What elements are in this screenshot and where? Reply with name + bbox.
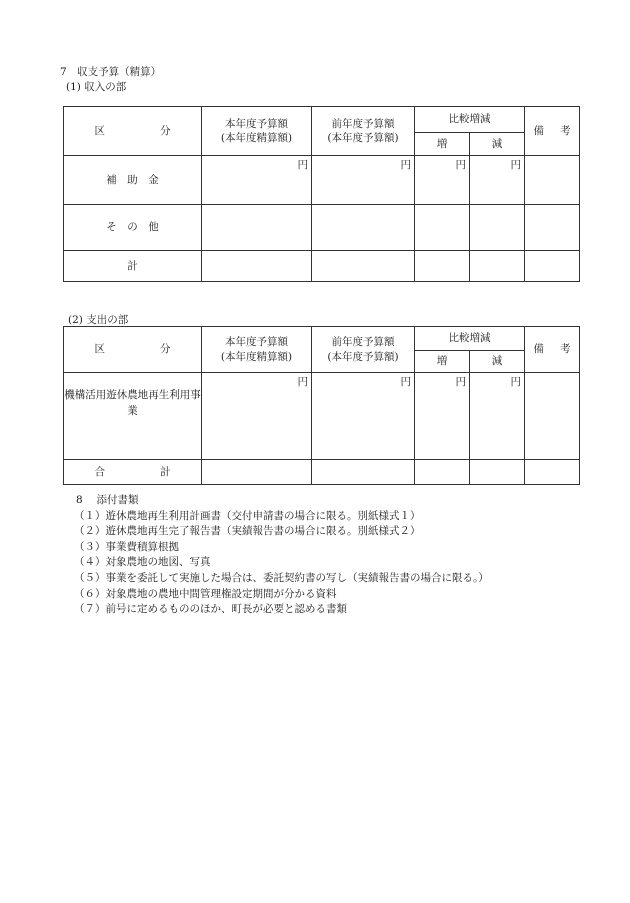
header-previous-line1: 前年度予算額 (331, 336, 395, 349)
attachment-item: （３）事業費積算根拠 (74, 540, 179, 553)
empty-cell (525, 251, 580, 282)
empty-cell (415, 251, 470, 282)
header-compare: 比較増減 (415, 327, 525, 351)
total-label-left: 合 (94, 465, 105, 478)
remarks-cell (525, 156, 580, 205)
income-table (63, 106, 580, 282)
empty-cell (312, 251, 415, 282)
header-previous-line2: (本年度予算額) (327, 132, 399, 144)
header-remarks (525, 107, 580, 156)
empty-cell (470, 205, 525, 251)
section-8-title: 8 添付書類 (76, 494, 139, 506)
empty-cell (312, 460, 415, 485)
header-previous-line1: 前年度予算額 (331, 117, 395, 130)
header-previous-year (312, 327, 415, 373)
unit-yen: 円 (415, 156, 470, 205)
header-kubun-left: 区 (94, 343, 105, 356)
empty-cell (525, 205, 580, 251)
empty-cell (470, 460, 525, 485)
row-label-subsidy: 補 助 金 (64, 156, 202, 205)
expense-table (63, 326, 580, 485)
header-increase: 増 (415, 351, 470, 373)
empty-cell (312, 205, 415, 251)
header-remarks-right: 考 (560, 124, 571, 137)
attachment-item: （６）対象農地の農地中間管理権設定期間が分かる資料 (74, 587, 337, 600)
empty-cell (415, 205, 470, 251)
attachment-item: （４）対象農地の地図、写真 (74, 556, 211, 569)
attachment-item: （５）事業を委託して実施した場合は、委託契約書の写し（実績報告書の場合に限る。） (74, 571, 489, 584)
header-decrease: 減 (470, 351, 525, 373)
unit-yen: 円 (470, 156, 525, 205)
expense-section-title: (2) 支出の部 (68, 314, 129, 326)
header-remarks-right: 考 (560, 343, 571, 356)
row-label-grand-total (64, 460, 202, 485)
header-kubun-right: 分 (160, 124, 171, 137)
empty-cell (470, 251, 525, 282)
table-row (64, 251, 580, 282)
header-decrease: 減 (470, 133, 525, 156)
attachment-item: （１）遊休農地再生利用計画書（交付申請書の場合に限る。別紙様式１） (74, 509, 421, 522)
header-previous-line2: (本年度予算額) (327, 350, 399, 363)
header-current-line2: (本年度精算額) (220, 350, 293, 363)
unit-yen: 円 (470, 373, 525, 460)
empty-cell (202, 251, 312, 282)
total-label-right: 計 (160, 465, 171, 478)
header-remarks (525, 327, 580, 373)
remarks-cell (525, 373, 580, 460)
table-row (64, 460, 580, 485)
row-label-other: そ の 他 (64, 205, 202, 251)
header-current-year (202, 107, 312, 156)
unit-yen: 円 (312, 156, 415, 205)
header-kubun (64, 107, 202, 156)
table-row (64, 373, 580, 460)
empty-cell (415, 460, 470, 485)
row-label-total: 計 (64, 251, 202, 282)
unit-yen: 円 (415, 373, 470, 460)
header-kubun-left: 区 (94, 124, 105, 137)
attachment-item: （７）前号に定めるもののほか、町長が必要と認める書類 (74, 603, 347, 616)
income-section-title: (1) 収入の部 (66, 81, 127, 93)
header-current-year (202, 327, 312, 373)
unit-yen: 円 (202, 373, 312, 460)
header-remarks-left: 備 (533, 343, 544, 356)
section-7-title: 7 収支予算（精算） (60, 66, 162, 78)
header-increase: 増 (415, 133, 470, 156)
empty-cell (202, 460, 312, 485)
attachments-section (74, 493, 489, 618)
header-kubun-right: 分 (160, 343, 171, 356)
header-remarks-left: 備 (533, 124, 544, 137)
empty-cell (202, 205, 312, 251)
header-current-line1: 本年度予算額 (225, 117, 288, 130)
row-label-project: 機構活用遊休農地再生利用事業 (64, 373, 202, 460)
header-previous-year (312, 107, 415, 156)
unit-yen: 円 (202, 156, 312, 205)
empty-cell (525, 460, 580, 485)
table-row (64, 205, 580, 251)
header-compare: 比較増減 (415, 107, 525, 133)
header-current-line1: 本年度予算額 (225, 336, 288, 349)
table-row (64, 156, 580, 205)
unit-yen: 円 (312, 373, 415, 460)
attachment-item: （２）遊休農地再生完了報告書（実績報告書の場合に限る。別紙様式２） (74, 525, 421, 538)
header-current-line2: (本年度精算額) (220, 132, 293, 144)
header-kubun (64, 327, 202, 373)
